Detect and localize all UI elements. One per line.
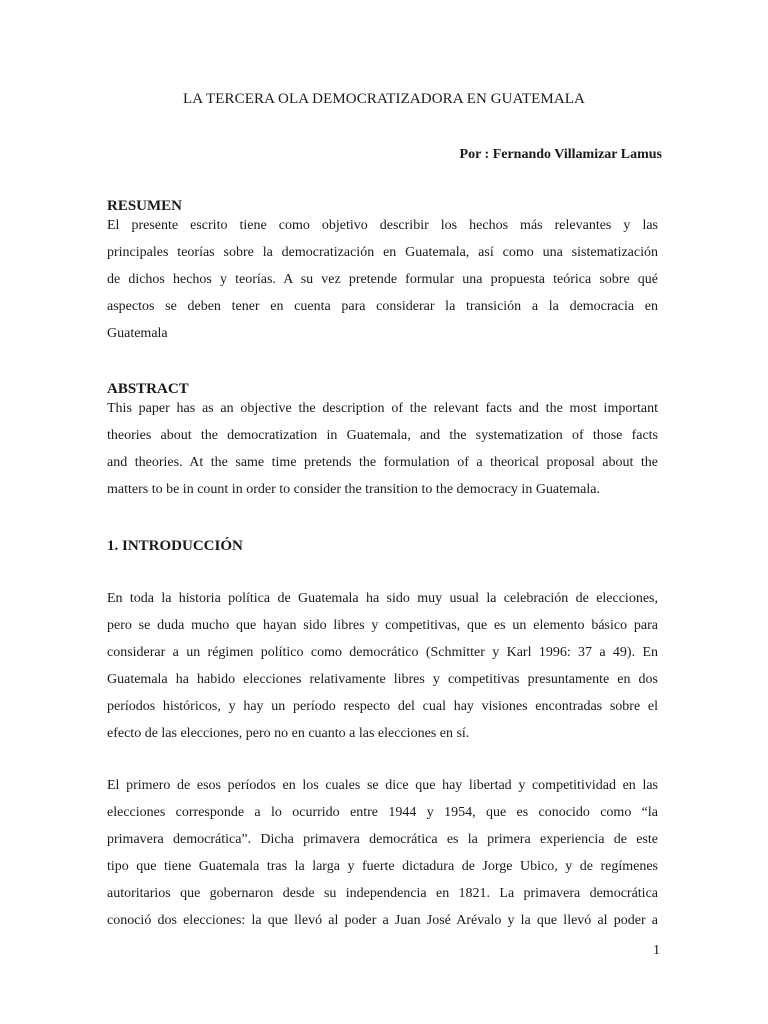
intro-line: En toda la historia política de Guatemala ha sido muy usual la celebración de elecciones, [107, 591, 658, 606]
intro-line: El primero de esos períodos en los cuales se dice que hay libertad y competitividad en las [107, 778, 658, 793]
resumen-line: de dichos hechos y teorías. A su vez pretende formular una propuesta teórica sobre qué [107, 272, 658, 287]
resumen-line: El presente escrito tiene como objetivo describir los hechos más relevantes y las [107, 218, 658, 233]
intro-line: primavera democrática”. Dicha primavera democrática es la primera experiencia de este [107, 832, 658, 847]
resumen-line: Guatemala [107, 326, 168, 341]
abstract-line: matters to be in count in order to consider the transition to the democracy in Guatemala. [107, 482, 600, 497]
abstract-line: and theories. At the same time pretends the formulation of a theorical proposal about the [107, 455, 658, 470]
section-heading-introduccion: 1. INTRODUCCIÓN [107, 538, 243, 554]
abstract-paragraph [107, 395, 658, 503]
resumen-line: principales teorías sobre la democratización en Guatemala, así como una sistematización [107, 245, 658, 260]
intro-line: elecciones corresponde a lo ocurrido entre 1944 y 1954, que es conocido como “la [107, 805, 658, 820]
intro-paragraph-2 [107, 772, 658, 934]
intro-line: considerar a un régimen político como democrático (Schmitter y Karl 1996: 37 a 49). En [107, 645, 658, 660]
author-line: Por : Fernando Villamizar Lamus [459, 147, 662, 162]
page-number: 1 [653, 943, 660, 958]
resumen-heading: RESUMEN [107, 198, 183, 214]
intro-paragraph-1 [107, 585, 658, 747]
intro-line: períodos históricos, y hay un período respecto del cual hay visiones encontradas sobre el [107, 699, 658, 714]
intro-line: efecto de las elecciones, pero no en cuanto a las elecciones en sí. [107, 726, 470, 741]
intro-line: Guatemala ha habido elecciones relativamente libres y competitivas presuntamente en dos [107, 672, 658, 687]
intro-line: autoritarios que gobernaron desde su independencia en 1821. La primavera democrática [107, 886, 658, 901]
intro-line: conoció dos elecciones: la que llevó al poder a Juan José Arévalo y la que llevó al poder a [107, 913, 658, 928]
resumen-paragraph [107, 212, 658, 347]
intro-line: pero se duda mucho que hayan sido libres y competitivas, que es un elemento básico para [107, 618, 658, 633]
document-title: LA TERCERA OLA DEMOCRATIZADORA EN GUATEMALA [183, 91, 585, 107]
abstract-heading: ABSTRACT [107, 381, 189, 397]
abstract-line: This paper has as an objective the description of the relevant facts and the most important [107, 401, 658, 416]
intro-line: tipo que tiene Guatemala tras la larga y fuerte dictadura de Jorge Ubico, y de regímenes [107, 859, 658, 874]
abstract-line: theories about the democratization in Guatemala, and the systematization of those facts [107, 428, 658, 443]
resumen-line: aspectos se deben tener en cuenta para considerar la transición a la democracia en [107, 299, 658, 314]
